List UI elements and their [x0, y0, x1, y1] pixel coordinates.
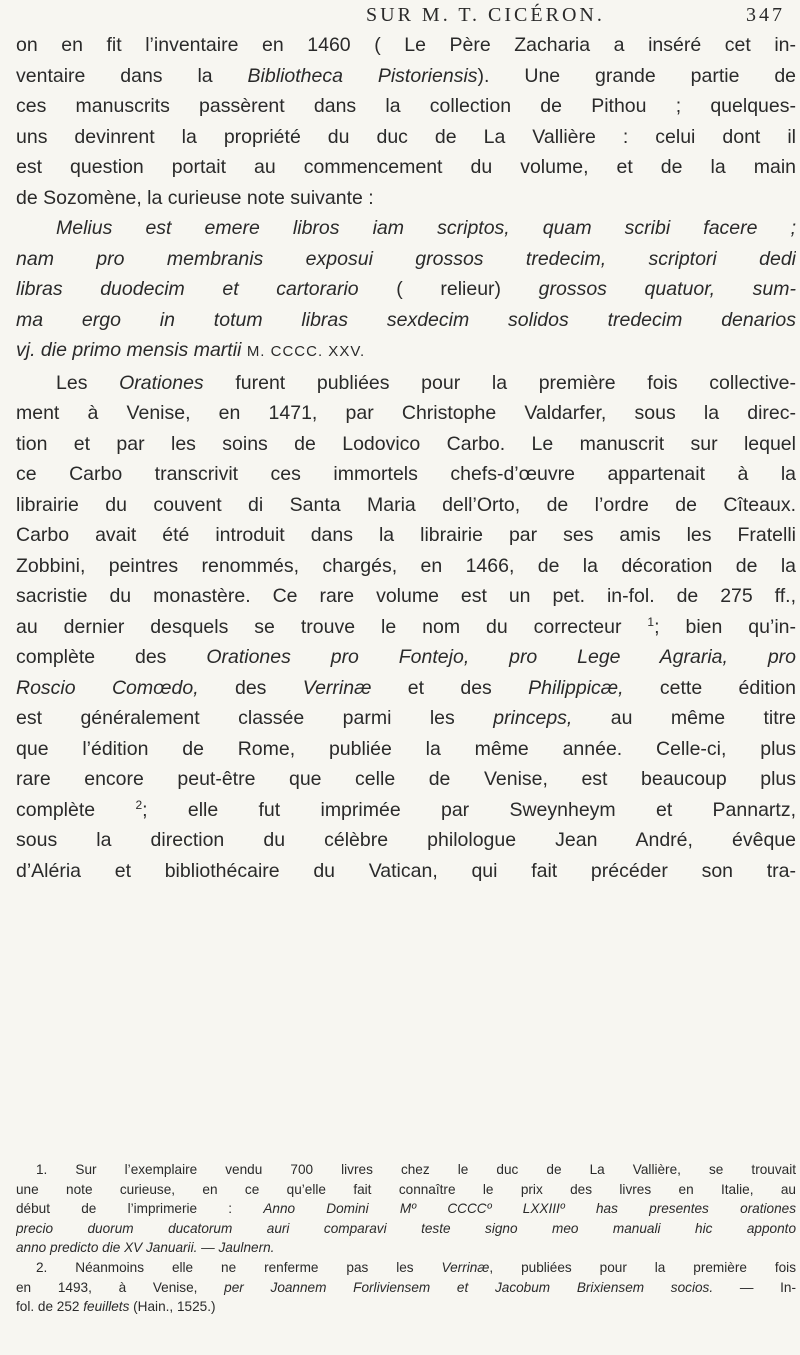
text-line: uns devinrent la propriété du duc de La Vallière : celui dont il [16, 125, 796, 148]
text-line: complète des Orationes pro Fontejo, pro Lege Agraria, pro [16, 646, 796, 668]
text-line: sacristie du monastère. Ce rare volume est un pet. in-fol. de 275 ff., [16, 585, 796, 607]
footnote-1-line: début de l’imprimerie : Anno Domini Mº CCCCº LXXIIIº has presentes orationes [16, 1201, 796, 1217]
quote-line: libras duodecim et cartorario ( relieur) grossos quatuor, sum- [16, 278, 796, 300]
date-small-caps: M. CCCC. XXV. [246, 343, 366, 360]
text-line: complète $^2$; elle fut imprimée par Sweynheym et Pannartz, [16, 797, 796, 821]
text-line: Zobbini, peintres renommés, chargés, en 1466, de la décoration de la [16, 554, 796, 577]
italic-title: Bibliotheca Pistoriensis [247, 64, 478, 87]
text-line: ventaire dans la Bibliotheca Pistoriensis). Une grande partie de [16, 64, 796, 87]
text-line: ces manuscrits passèrent dans la collection de Pithou ; quelques- [16, 95, 796, 117]
footnotes [16, 1160, 796, 1317]
text-line: sous la direction du célèbre philologue Jean André, évêque [16, 829, 796, 851]
text-line: Les Orationes furent publiées pour la première fois collective- [56, 371, 796, 394]
quote-line: ma ergo in totum libras sexdecim solidos tredecim denarios [16, 308, 796, 331]
footnote-2-line: 2. Néanmoins elle ne renferme pas les Verrinæ, publiées pour la première fois [36, 1259, 796, 1275]
quote-line: nam pro membranis exposui grossos tredecim, scriptori dedi [16, 247, 796, 270]
footnote-mark-1: 1 [647, 614, 655, 629]
text-line: Roscio Comœdo, des Verrinæ et des Philippicæ, cette édition [16, 676, 796, 699]
text-line: de Sozomène, la curieuse note suivante : [16, 186, 374, 209]
footnote-2-line: en 1493, à Venise, per Joannem Forliviensem et Jacobum Brixiensem socios. — In- [16, 1279, 796, 1295]
text-line: que l’édition de Rome, publiée la même année. Celle-ci, plus [16, 737, 796, 760]
main-text [16, 30, 796, 886]
text-line: est question portait au commencement du volume, et de la main [16, 156, 796, 178]
text-line: ment à Venise, en 1471, par Christophe Valdarfer, sous la direc- [16, 402, 796, 424]
footnote-1-line: 1. Sur l’exemplaire vendu 700 livres chez le duc de La Vallière, se trouvait [36, 1162, 796, 1177]
quote-line: vj. die primo mensis martii M. CCCC. XXV. [16, 339, 366, 361]
footnote-1-line: anno predicto die XV Januarii. — Jaulnern. [16, 1240, 275, 1256]
footnote-1-line: une note curieuse, en ce qu’elle fait connaître le prix des livres en Italie, au [16, 1181, 796, 1197]
text-line: librairie du couvent di Santa Maria dell’Orto, de l’ordre de Cîteaux. [16, 493, 796, 516]
text-line: d’Aléria et bibliothécaire du Vatican, qui fait précéder son tra- [16, 859, 796, 882]
text-line: Carbo avait été introduit dans la librairie par ses amis les Fratelli [16, 524, 796, 546]
footnote-2-line: fol. de 252 feuillets (Hain., 1525.) [16, 1299, 216, 1315]
quote-line: Melius est emere libros iam scriptos, quam scribi facere ; [56, 217, 796, 239]
text-line: est généralement classée parmi les princeps, au même titre [16, 707, 796, 729]
footnote-1-line: precio duorum ducatorum auri comparavi teste signo meo manuali hic apponto [16, 1220, 796, 1236]
page-header [0, 4, 800, 30]
text-line: on en fit l’inventaire en 1460 ( Le Père Zacharia a inséré cet in- [16, 34, 796, 56]
footnote-mark-2: 2 [135, 797, 143, 812]
text-line: tion et par les soins de Lodovico Carbo. Le manuscrit sur lequel [16, 432, 796, 455]
text-line: ce Carbo transcrivit ces immortels chefs-d’œuvre appartenait à la [16, 463, 796, 485]
text-line: rare encore peut-être que celle de Venise, est beaucoup plus [16, 768, 796, 790]
running-title: SUR M. T. CICÉRON. [366, 4, 605, 26]
text-line: au dernier desquels se trouve le nom du correcteur $^1$; bien qu’in- [16, 614, 796, 638]
page-number: 347 [746, 4, 785, 26]
